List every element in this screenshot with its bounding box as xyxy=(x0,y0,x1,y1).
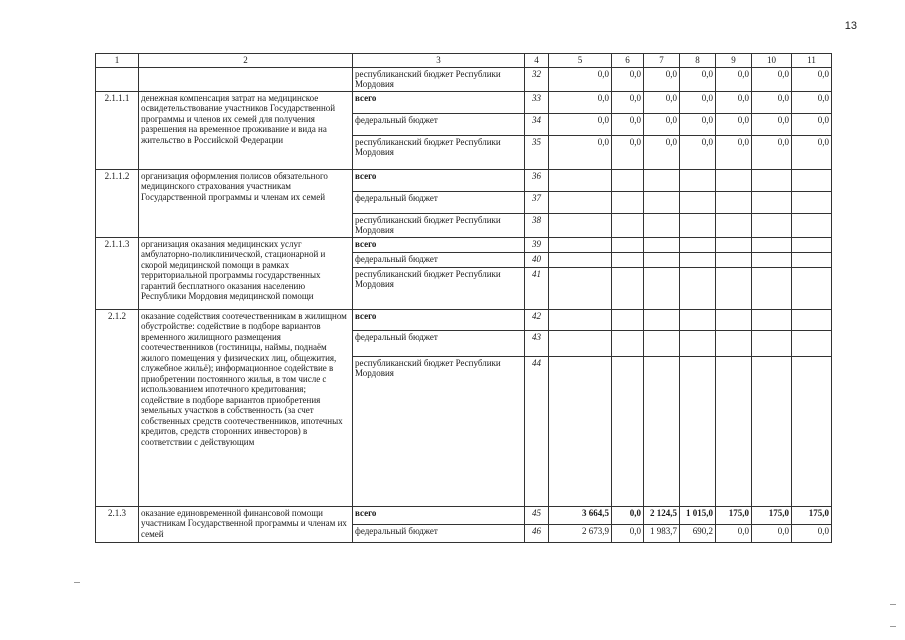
value-cell xyxy=(716,169,752,191)
row-number: 35 xyxy=(525,135,549,169)
value-cell xyxy=(644,191,680,213)
funding-source: республиканский бюджет Республики Мордовия xyxy=(353,267,525,309)
table-row xyxy=(96,309,832,330)
value-cell xyxy=(549,191,612,213)
value-cell xyxy=(752,237,792,252)
value-cell: 0,0 xyxy=(716,91,752,113)
value-cell xyxy=(792,252,832,267)
value-cell xyxy=(752,267,792,309)
value-cell: 0,0 xyxy=(716,67,752,91)
value-cell xyxy=(612,237,644,252)
value-cell: 175,0 xyxy=(792,506,832,524)
value-cell xyxy=(680,330,716,356)
value-cell xyxy=(752,330,792,356)
scan-speck xyxy=(74,582,80,583)
value-cell: 0,0 xyxy=(612,135,644,169)
column-number: 7 xyxy=(644,54,680,68)
row-number: 41 xyxy=(525,267,549,309)
row-number: 36 xyxy=(525,169,549,191)
value-cell: 0,0 xyxy=(644,135,680,169)
value-cell xyxy=(612,213,644,237)
page-number: 13 xyxy=(844,20,857,32)
value-cell: 0,0 xyxy=(752,113,792,135)
row-number: 33 xyxy=(525,91,549,113)
table-row xyxy=(96,91,832,113)
value-cell: 0,0 xyxy=(644,67,680,91)
value-cell xyxy=(612,169,644,191)
value-cell xyxy=(752,356,792,506)
column-number: 3 xyxy=(353,54,525,68)
row-number: 45 xyxy=(525,506,549,524)
value-cell: 1 015,0 xyxy=(680,506,716,524)
value-cell xyxy=(716,191,752,213)
column-number: 10 xyxy=(752,54,792,68)
funding-source: республиканский бюджет Республики Мордовия xyxy=(353,67,525,91)
value-cell xyxy=(549,252,612,267)
value-cell: 0,0 xyxy=(612,91,644,113)
scan-speck xyxy=(890,626,896,627)
row-number: 32 xyxy=(525,67,549,91)
value-cell: 2 124,5 xyxy=(644,506,680,524)
value-cell xyxy=(752,169,792,191)
value-cell xyxy=(680,252,716,267)
value-cell: 0,0 xyxy=(549,113,612,135)
item-description: оказание содействия соотечественникам в жилищном обустройстве: содействие в подборе вариантов временного жилищного размещения соотечественников (гостиницы, наймы, поднаём жилого помещения у физических лиц, общежития, служебное жильё); информационное содействие в приобретении постоянного жилья, в том числе с использованием ипотечного кредитования; содействие в подборе вариантов приобретения земельных участков в собственность (за счет собственных средств соотечественников, ипотечных кредитов, средств сторонних инвесторов) в соответствии с действующим xyxy=(139,309,353,506)
value-cell xyxy=(792,309,832,330)
row-number: 40 xyxy=(525,252,549,267)
value-cell xyxy=(644,237,680,252)
value-cell xyxy=(644,213,680,237)
column-number: 9 xyxy=(716,54,752,68)
table-row xyxy=(96,169,832,191)
item-code xyxy=(96,67,139,91)
column-number: 5 xyxy=(549,54,612,68)
value-cell xyxy=(612,267,644,309)
value-cell: 175,0 xyxy=(716,506,752,524)
funding-source: всего xyxy=(353,506,525,524)
column-number: 8 xyxy=(680,54,716,68)
value-cell xyxy=(792,267,832,309)
funding-source: всего xyxy=(353,91,525,113)
column-number: 11 xyxy=(792,54,832,68)
value-cell: 0,0 xyxy=(612,113,644,135)
value-cell: 0,0 xyxy=(792,67,832,91)
value-cell: 0,0 xyxy=(752,91,792,113)
value-cell: 0,0 xyxy=(792,91,832,113)
value-cell: 690,2 xyxy=(680,524,716,542)
value-cell xyxy=(680,237,716,252)
item-description: организация оказания медицинских услуг амбулаторно-поликлинической, стационарной и скорой медицинской помощи в рамках территориальной программы государственных гарантий бесплатного оказания населению Республики Мордовия медицинской помощи xyxy=(139,237,353,309)
value-cell xyxy=(680,213,716,237)
value-cell xyxy=(612,309,644,330)
item-description: организация оформления полисов обязательного медицинского страхования участникам Государственной программы и членам их семей xyxy=(139,169,353,237)
value-cell xyxy=(716,252,752,267)
row-number: 34 xyxy=(525,113,549,135)
value-cell xyxy=(680,267,716,309)
row-number: 46 xyxy=(525,524,549,542)
table-row xyxy=(96,67,832,91)
value-cell: 0,0 xyxy=(716,135,752,169)
value-cell xyxy=(549,267,612,309)
value-cell xyxy=(549,213,612,237)
value-cell xyxy=(549,169,612,191)
row-number: 37 xyxy=(525,191,549,213)
value-cell: 0,0 xyxy=(612,506,644,524)
value-cell xyxy=(792,213,832,237)
value-cell: 3 664,5 xyxy=(549,506,612,524)
item-code: 2.1.2 xyxy=(96,309,139,506)
table-body xyxy=(96,54,832,543)
row-number: 43 xyxy=(525,330,549,356)
value-cell: 0,0 xyxy=(549,135,612,169)
funding-source: республиканский бюджет Республики Мордовия xyxy=(353,135,525,169)
value-cell xyxy=(549,237,612,252)
value-cell xyxy=(716,213,752,237)
funding-source: республиканский бюджет Республики Мордовия xyxy=(353,213,525,237)
value-cell xyxy=(716,267,752,309)
scan-speck xyxy=(890,604,896,605)
item-code: 2.1.1.2 xyxy=(96,169,139,237)
value-cell xyxy=(792,169,832,191)
value-cell xyxy=(716,330,752,356)
table-row xyxy=(96,237,832,252)
funding-source: республиканский бюджет Республики Мордовия xyxy=(353,356,525,506)
value-cell: 0,0 xyxy=(716,524,752,542)
funding-source: всего xyxy=(353,309,525,330)
value-cell: 0,0 xyxy=(644,91,680,113)
value-cell xyxy=(644,356,680,506)
value-cell xyxy=(612,356,644,506)
funding-source: федеральный бюджет xyxy=(353,252,525,267)
value-cell xyxy=(716,237,752,252)
value-cell: 0,0 xyxy=(644,113,680,135)
value-cell: 0,0 xyxy=(680,91,716,113)
value-cell xyxy=(644,252,680,267)
value-cell xyxy=(612,330,644,356)
value-cell: 0,0 xyxy=(752,524,792,542)
column-number: 6 xyxy=(612,54,644,68)
value-cell xyxy=(612,191,644,213)
item-code: 2.1.3 xyxy=(96,506,139,542)
value-cell xyxy=(716,356,752,506)
value-cell xyxy=(549,330,612,356)
column-number: 4 xyxy=(525,54,549,68)
item-description: денежная компенсация затрат на медицинское освидетельствование участников Государственной программы и членов их семей для получения разрешения на временное проживание и вида на жительство в Российской Федерации xyxy=(139,91,353,169)
row-number: 42 xyxy=(525,309,549,330)
row-number: 44 xyxy=(525,356,549,506)
value-cell: 0,0 xyxy=(752,67,792,91)
row-number: 39 xyxy=(525,237,549,252)
value-cell xyxy=(644,330,680,356)
value-cell xyxy=(549,356,612,506)
value-cell: 0,0 xyxy=(549,67,612,91)
value-cell xyxy=(644,169,680,191)
value-cell xyxy=(752,252,792,267)
value-cell xyxy=(792,237,832,252)
value-cell xyxy=(792,356,832,506)
budget-table xyxy=(95,53,832,543)
value-cell xyxy=(680,309,716,330)
column-number: 2 xyxy=(139,54,353,68)
value-cell: 0,0 xyxy=(792,524,832,542)
value-cell xyxy=(752,191,792,213)
value-cell xyxy=(792,330,832,356)
value-cell: 0,0 xyxy=(680,113,716,135)
value-cell xyxy=(680,191,716,213)
value-cell: 0,0 xyxy=(549,91,612,113)
column-number-row xyxy=(96,54,832,68)
value-cell: 0,0 xyxy=(716,113,752,135)
item-description: оказание единовременной финансовой помощи участникам Государственной программы и членам их семей xyxy=(139,506,353,542)
item-description xyxy=(139,67,353,91)
value-cell xyxy=(644,267,680,309)
row-number: 38 xyxy=(525,213,549,237)
value-cell xyxy=(792,191,832,213)
item-code: 2.1.1.1 xyxy=(96,91,139,169)
value-cell: 175,0 xyxy=(752,506,792,524)
funding-source: федеральный бюджет xyxy=(353,191,525,213)
value-cell: 2 673,9 xyxy=(549,524,612,542)
value-cell xyxy=(716,309,752,330)
value-cell: 0,0 xyxy=(680,67,716,91)
value-cell: 0,0 xyxy=(612,67,644,91)
value-cell xyxy=(644,309,680,330)
value-cell: 0,0 xyxy=(792,113,832,135)
column-number: 1 xyxy=(96,54,139,68)
value-cell xyxy=(612,252,644,267)
funding-source: всего xyxy=(353,237,525,252)
value-cell: 1 983,7 xyxy=(644,524,680,542)
funding-source: всего xyxy=(353,169,525,191)
table-row xyxy=(96,506,832,524)
item-code: 2.1.1.3 xyxy=(96,237,139,309)
funding-source: федеральный бюджет xyxy=(353,330,525,356)
value-cell xyxy=(680,356,716,506)
funding-source: федеральный бюджет xyxy=(353,524,525,542)
funding-source: федеральный бюджет xyxy=(353,113,525,135)
value-cell xyxy=(752,309,792,330)
value-cell xyxy=(752,213,792,237)
value-cell: 0,0 xyxy=(612,524,644,542)
value-cell xyxy=(549,309,612,330)
value-cell: 0,0 xyxy=(792,135,832,169)
value-cell: 0,0 xyxy=(680,135,716,169)
value-cell: 0,0 xyxy=(752,135,792,169)
value-cell xyxy=(680,169,716,191)
